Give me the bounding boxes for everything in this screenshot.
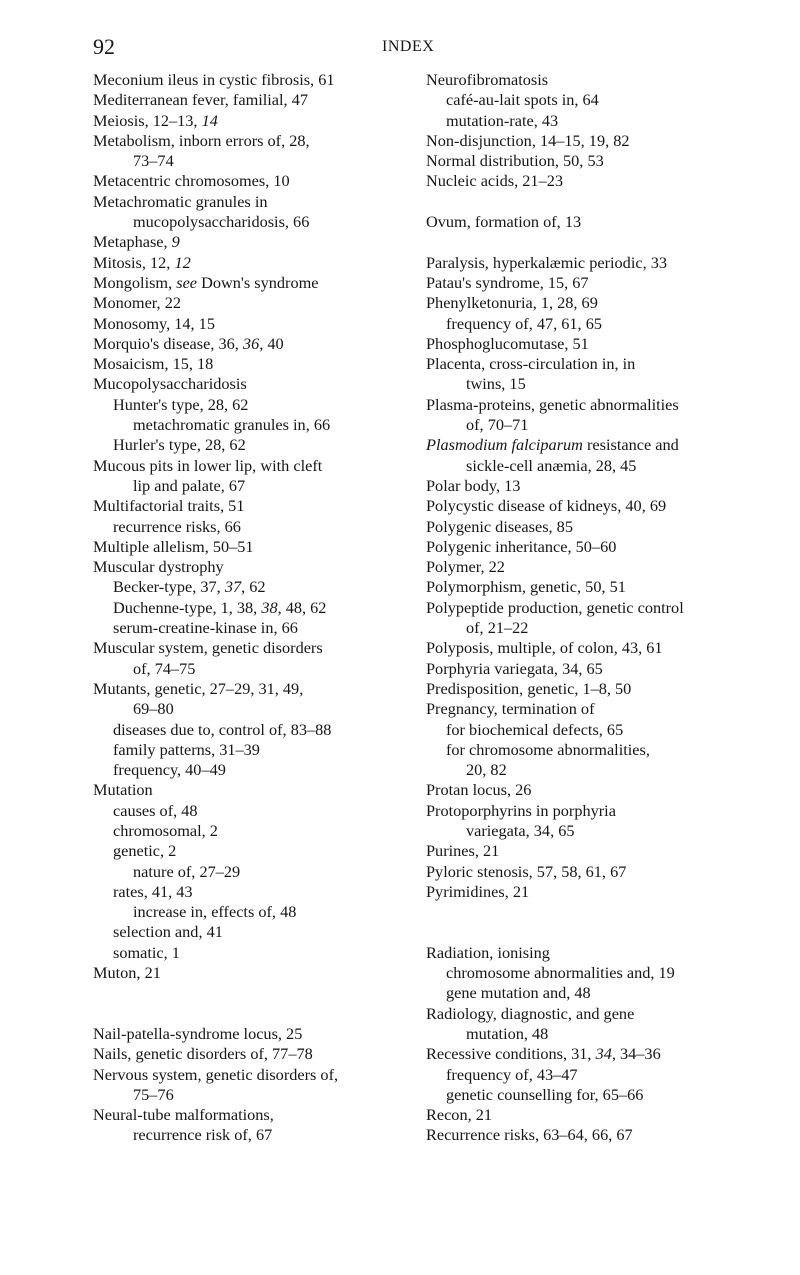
index-entry: Muscular system, genetic disorders bbox=[93, 638, 323, 658]
index-entry: Mosaicism, 15, 18 bbox=[93, 354, 214, 374]
index-entry: Polar body, 13 bbox=[426, 475, 521, 495]
index-subentry bbox=[93, 577, 398, 597]
index-entry: Mucopolysaccharidosis bbox=[93, 374, 247, 394]
italic-page-ref: 34 bbox=[595, 1044, 612, 1064]
see-reference: see bbox=[176, 272, 198, 292]
index-subentry: gene mutation and, 48 bbox=[446, 983, 591, 1003]
index-entry bbox=[93, 273, 398, 293]
index-subentry: genetic counselling for, 65–66 bbox=[446, 1084, 644, 1104]
index-entry: Neurofibromatosis bbox=[426, 70, 549, 89]
index-entry-continuation: of, 74–75 bbox=[133, 658, 196, 678]
index-entry: Patau's syndrome, 15, 67 bbox=[426, 272, 589, 292]
index-entry: Purines, 21 bbox=[426, 841, 500, 861]
index-entry: Placenta, cross-circulation in, in bbox=[426, 354, 636, 374]
index-entry-continuation: mutation, 48 bbox=[466, 1023, 549, 1043]
index-entry: Polycystic disease of kidneys, 40, 69 bbox=[426, 496, 667, 516]
italic-page-ref: 36 bbox=[242, 333, 260, 353]
index-entry: Protoporphyrins in porphyria bbox=[426, 800, 616, 820]
index-entry-continuation: twins, 15 bbox=[466, 374, 526, 394]
index-entry: Polypeptide production, genetic control bbox=[426, 597, 684, 617]
index-entry-continuation: recurrence risk of, 67 bbox=[133, 1125, 273, 1145]
entry-text: , 34–36 bbox=[611, 1044, 661, 1064]
index-entry: Meconium ileus in cystic fibrosis, 61 bbox=[93, 70, 335, 89]
entry-text: Duchenne-type, 1, 38, bbox=[113, 597, 258, 617]
index-entry: Protan locus, 26 bbox=[426, 780, 532, 800]
index-subentry: Hunter's type, 28, 62 bbox=[113, 394, 249, 414]
index-subentry: genetic, 2 bbox=[113, 841, 177, 861]
index-subentry: for chromosome abnormalities, bbox=[446, 739, 650, 759]
index-entry: Multiple allelism, 50–51 bbox=[93, 536, 254, 556]
index-entry: Porphyria variegata, 34, 65 bbox=[426, 658, 603, 678]
index-subentry: chromosomal, 2 bbox=[113, 820, 218, 840]
italic-page-ref: 9 bbox=[171, 232, 180, 252]
index-subentry: selection and, 41 bbox=[113, 922, 223, 942]
index-entry-continuation: sickle-cell anæmia, 28, 45 bbox=[466, 455, 637, 475]
index-subsubentry: metachromatic granules in, 66 bbox=[133, 415, 331, 435]
entry-text: , 62 bbox=[241, 577, 266, 597]
index-subentry: somatic, 1 bbox=[113, 942, 180, 962]
index-entry bbox=[93, 253, 398, 273]
entry-text: Meiosis, 12–13, bbox=[93, 110, 198, 130]
index-entry: Metachromatic granules in bbox=[93, 191, 268, 211]
index-entry: Nucleic acids, 21–23 bbox=[426, 171, 563, 191]
index-entry-continuation: 69–80 bbox=[133, 699, 174, 719]
index-subentry: frequency of, 47, 61, 65 bbox=[446, 313, 602, 333]
index-entry: Radiology, diagnostic, and gene bbox=[426, 1003, 635, 1023]
index-entry: Mediterranean fever, familial, 47 bbox=[93, 90, 308, 110]
italic-page-ref: 14 bbox=[201, 110, 218, 130]
running-head: INDEX bbox=[382, 38, 435, 55]
index-entry: Recon, 21 bbox=[426, 1105, 493, 1125]
index-subentry: recurrence risks, 66 bbox=[113, 516, 241, 536]
index-entry: Multifactorial traits, 51 bbox=[93, 496, 245, 516]
index-entry-continuation: 73–74 bbox=[133, 151, 174, 171]
index-entry: Metabolism, inborn errors of, 28, bbox=[93, 130, 310, 150]
index-entry: Plasma-proteins, genetic abnormalities bbox=[426, 394, 679, 414]
entry-text: Down's syndrome bbox=[201, 272, 319, 292]
index-entry bbox=[426, 1044, 761, 1064]
index-subentry: rates, 41, 43 bbox=[113, 881, 193, 901]
index-subsubentry: nature of, 27–29 bbox=[133, 861, 241, 881]
index-entry: Polyposis, multiple, of colon, 43, 61 bbox=[426, 638, 663, 658]
index-entry: Mucous pits in lower lip, with cleft bbox=[93, 455, 323, 475]
index-entry: Polygenic diseases, 85 bbox=[426, 516, 573, 536]
index-entry bbox=[93, 334, 398, 354]
letter-section-gap bbox=[93, 983, 398, 1024]
index-subentry: family patterns, 31–39 bbox=[113, 739, 260, 759]
index-entry: Nervous system, genetic disorders of, bbox=[93, 1064, 339, 1084]
index-column-right bbox=[426, 70, 761, 1146]
index-entry: Paralysis, hyperkalæmic periodic, 33 bbox=[426, 252, 667, 272]
index-entry bbox=[426, 435, 761, 455]
letter-section-gap bbox=[426, 232, 761, 252]
letter-section-gap bbox=[426, 902, 761, 943]
index-entry-continuation: lip and palate, 67 bbox=[133, 475, 246, 495]
index-entry bbox=[93, 232, 398, 252]
index-subentry: frequency of, 43–47 bbox=[446, 1064, 578, 1084]
index-entry: Muton, 21 bbox=[93, 963, 161, 983]
index-subentry: for biochemical defects, 65 bbox=[446, 719, 624, 739]
index-entry: Predisposition, genetic, 1–8, 50 bbox=[426, 678, 632, 698]
entry-text: Mitosis, 12, bbox=[93, 252, 171, 272]
index-entry-continuation: of, 70–71 bbox=[466, 415, 529, 435]
entry-text: Metaphase, bbox=[93, 232, 168, 252]
index-column-left bbox=[93, 70, 398, 1146]
index-entry: Pregnancy, termination of bbox=[426, 699, 595, 719]
index-entry-continuation: of, 21–22 bbox=[466, 618, 529, 638]
index-subentry: Hurler's type, 28, 62 bbox=[113, 435, 246, 455]
index-subentry: causes of, 48 bbox=[113, 800, 198, 820]
index-entry: Mutants, genetic, 27–29, 31, 49, bbox=[93, 678, 304, 698]
index-entry: Nail-patella-syndrome locus, 25 bbox=[93, 1023, 303, 1043]
index-entry: Polygenic inheritance, 50–60 bbox=[426, 536, 617, 556]
index-subentry: serum-creatine-kinase in, 66 bbox=[113, 618, 298, 638]
index-entry: Polymer, 22 bbox=[426, 557, 505, 577]
index-entry-continuation: 20, 82 bbox=[466, 760, 507, 780]
index-subentry: mutation-rate, 43 bbox=[446, 110, 559, 130]
index-entry: Radiation, ionising bbox=[426, 942, 550, 962]
italic-term: Plasmodium falciparum bbox=[426, 435, 583, 455]
index-entry bbox=[93, 111, 398, 131]
index-subentry: chromosome abnormalities and, 19 bbox=[446, 963, 675, 983]
index-entry: Neural-tube malformations, bbox=[93, 1105, 274, 1125]
index-entry: Ovum, formation of, 13 bbox=[426, 212, 582, 232]
index-entry: Phosphoglucomutase, 51 bbox=[426, 333, 589, 353]
index-entry: Recurrence risks, 63–64, 66, 67 bbox=[426, 1125, 633, 1145]
index-entry: Monomer, 22 bbox=[93, 293, 181, 313]
index-entry: Pyrimidines, 21 bbox=[426, 881, 530, 901]
entry-text: Morquio's disease, 36, bbox=[93, 333, 239, 353]
index-entry: Monosomy, 14, 15 bbox=[93, 313, 215, 333]
index-subentry: frequency, 40–49 bbox=[113, 760, 226, 780]
italic-page-ref: 12 bbox=[174, 252, 191, 272]
index-entry: Nails, genetic disorders of, 77–78 bbox=[93, 1044, 313, 1064]
page-number: 92 bbox=[93, 34, 115, 59]
entry-text: Becker-type, 37, bbox=[113, 577, 221, 597]
index-entry: Polymorphism, genetic, 50, 51 bbox=[426, 577, 626, 597]
index-entry: Non-disjunction, 14–15, 19, 82 bbox=[426, 130, 630, 150]
index-subentry bbox=[93, 598, 398, 618]
entry-text: , 48, 62 bbox=[277, 597, 327, 617]
index-entry-continuation: mucopolysaccharidosis, 66 bbox=[133, 212, 310, 232]
index-subsubentry: increase in, effects of, 48 bbox=[133, 902, 297, 922]
italic-page-ref: 38 bbox=[261, 597, 278, 617]
italic-page-ref: 37 bbox=[224, 577, 242, 597]
index-subentry: diseases due to, control of, 83–88 bbox=[113, 719, 332, 739]
index-entry: Normal distribution, 50, 53 bbox=[426, 151, 604, 171]
index-entry-continuation: 75–76 bbox=[133, 1084, 174, 1104]
entry-text: resistance and bbox=[587, 435, 679, 455]
entry-text: Recessive conditions, 31, bbox=[426, 1044, 592, 1064]
entry-text: Mongolism, bbox=[93, 272, 173, 292]
index-entry-continuation: variegata, 34, 65 bbox=[466, 820, 575, 840]
index-entry: Phenylketonuria, 1, 28, 69 bbox=[426, 293, 598, 313]
entry-text: , 40 bbox=[259, 333, 284, 353]
index-entry: Metacentric chromosomes, 10 bbox=[93, 171, 290, 191]
index-entry: Pyloric stenosis, 57, 58, 61, 67 bbox=[426, 861, 627, 881]
index-entry: Muscular dystrophy bbox=[93, 557, 224, 577]
index-subentry: café-au-lait spots in, 64 bbox=[446, 90, 599, 110]
letter-section-gap bbox=[426, 192, 761, 212]
index-entry: Mutation bbox=[93, 780, 153, 800]
